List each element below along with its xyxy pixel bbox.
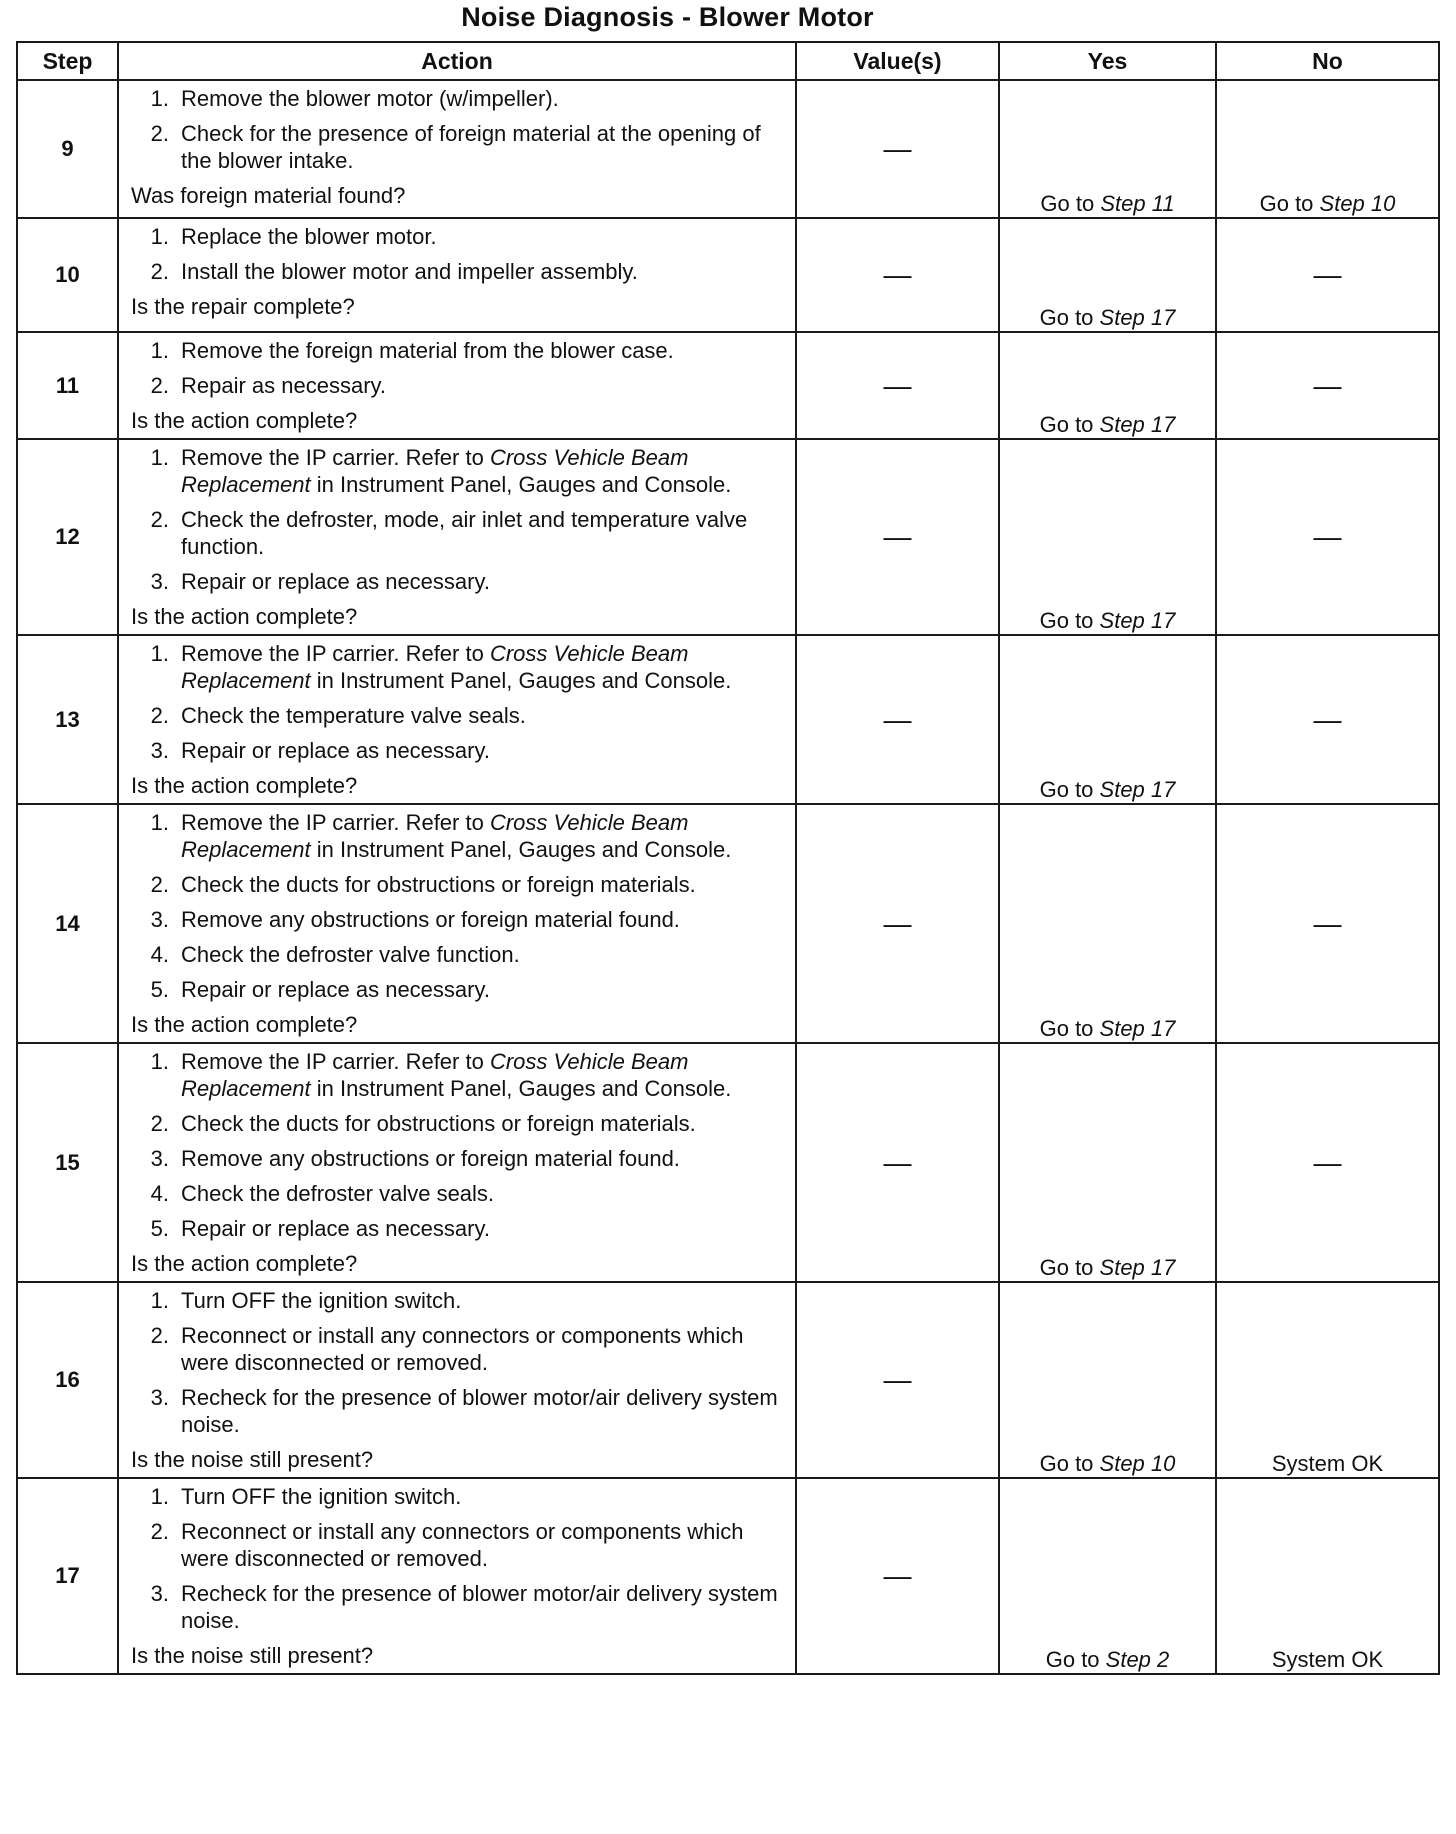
yes-cell [999, 1478, 1216, 1674]
goto-step-link[interactable]: Step 10 [1319, 191, 1396, 216]
step-text-segment: Repair or replace as necessary. [181, 977, 490, 1002]
action-step-number: 3. [150, 569, 169, 594]
action-step-text [181, 941, 520, 968]
action-step-text [181, 906, 680, 933]
value-cell: — [796, 635, 999, 804]
action-question: Is the noise still present? [131, 1643, 374, 1668]
header-step: Step [17, 42, 118, 80]
yes-cell [999, 218, 1216, 332]
action-step [131, 506, 785, 560]
action-step-text [181, 640, 785, 694]
action-step-number: 3. [150, 1146, 169, 1171]
step-text-segment: Replace the blower motor. [181, 224, 437, 249]
action-content [119, 636, 795, 803]
action-step-text [181, 1518, 785, 1572]
goto-step-link[interactable]: Step 17 [1099, 1016, 1176, 1041]
action-cell [118, 804, 796, 1043]
action-steps-list [131, 444, 785, 603]
action-step-text [181, 1145, 680, 1172]
goto-step-link[interactable]: Step 17 [1099, 1255, 1176, 1280]
action-step-number: 2. [150, 1519, 169, 1544]
table-row [17, 439, 1439, 635]
action-steps-list [131, 1287, 785, 1446]
step-text-segment: Reconnect or install any connectors or components which were disconnected or removed. [181, 1519, 744, 1571]
action-step-number: 1. [150, 338, 169, 363]
action-step [131, 1580, 785, 1634]
step-text-segment: Repair or replace as necessary. [181, 738, 490, 763]
action-content [119, 440, 795, 634]
no-cell [1216, 1043, 1439, 1282]
step-text-segment: Recheck for the presence of blower motor/air delivery system noise. [181, 1385, 778, 1437]
action-step [131, 1322, 785, 1376]
table-header-row [17, 42, 1439, 80]
no-result: — [1313, 703, 1342, 735]
action-step [131, 941, 785, 968]
action-step [131, 1483, 785, 1510]
action-step-text [181, 506, 785, 560]
action-step-number: 2. [150, 259, 169, 284]
no-cell [1216, 439, 1439, 635]
step-text-segment: Check the defroster valve seals. [181, 1181, 495, 1206]
action-step-number: 3. [150, 738, 169, 763]
step-text-segment: in Instrument Panel, Gauges and Console. [310, 668, 732, 693]
yes-cell [999, 80, 1216, 218]
action-cell [118, 635, 796, 804]
step-text-segment: Remove any obstructions or foreign material found. [181, 1146, 680, 1171]
goto-step-link[interactable]: Step 17 [1099, 412, 1176, 437]
no-result: — [1313, 521, 1342, 552]
action-step [131, 906, 785, 933]
action-step [131, 702, 785, 729]
action-step-text [181, 1048, 785, 1102]
action-step-text [181, 372, 386, 399]
action-step [131, 223, 785, 250]
action-step-text [181, 1384, 785, 1438]
action-steps-list [131, 85, 785, 182]
step-text-segment: Remove the foreign material from the blower case. [181, 338, 674, 363]
action-step-number: 2. [150, 507, 169, 532]
step-text-segment: Remove the IP carrier. Refer to [181, 641, 490, 666]
action-step-number: 1. [150, 1288, 169, 1313]
no-cell [1216, 1478, 1439, 1674]
no-cell [1216, 635, 1439, 804]
action-step-number: 5. [150, 1216, 169, 1241]
action-question: Is the action complete? [131, 773, 358, 798]
action-step-text [181, 223, 437, 250]
value-cell: — [796, 1043, 999, 1282]
yes-cell [999, 332, 1216, 439]
step-text-segment: in Instrument Panel, Gauges and Console. [310, 837, 732, 862]
step-text-segment: Turn OFF the ignition switch. [181, 1484, 462, 1509]
yes-cell [999, 635, 1216, 804]
no-result: — [1313, 907, 1342, 939]
header-action: Action [118, 42, 796, 80]
action-question: Is the action complete? [131, 408, 358, 433]
diagnosis-table [16, 41, 1440, 1675]
action-step-number: 5. [150, 977, 169, 1002]
action-step [131, 1215, 785, 1242]
action-step [131, 809, 785, 863]
table-row [17, 332, 1439, 439]
action-steps-list [131, 337, 785, 407]
goto-prefix: Go to [1259, 191, 1320, 216]
action-step-number: 1. [150, 641, 169, 666]
action-step [131, 85, 785, 112]
table-row [17, 1478, 1439, 1674]
page-title: Noise Diagnosis - Blower Motor [461, 2, 874, 32]
action-step [131, 120, 785, 174]
action-cell [118, 80, 796, 218]
goto-step-link[interactable]: Step 10 [1099, 1451, 1176, 1476]
action-step-number: 2. [150, 373, 169, 398]
step-number: 10 [17, 218, 118, 332]
action-step [131, 1110, 785, 1137]
action-content [119, 81, 795, 213]
step-text-segment: Remove the IP carrier. Refer to [181, 810, 490, 835]
step-text-segment: Remove the IP carrier. Refer to [181, 445, 490, 470]
action-step-number: 4. [150, 942, 169, 967]
action-step-text [181, 871, 696, 898]
step-number: 15 [17, 1043, 118, 1282]
action-cell [118, 1043, 796, 1282]
document-reference: Cross Vehicle Beam Replacement [181, 641, 689, 693]
action-step [131, 568, 785, 595]
action-step-text [181, 737, 490, 764]
step-text-segment: Recheck for the presence of blower motor/air delivery system noise. [181, 1581, 778, 1633]
header-values: Value(s) [796, 42, 999, 80]
step-text-segment: Repair or replace as necessary. [181, 1216, 490, 1241]
document-reference: Cross Vehicle Beam Replacement [181, 810, 689, 862]
no-cell [1216, 80, 1439, 218]
step-text-segment: Remove any obstructions or foreign material found. [181, 907, 680, 932]
action-step-number: 3. [150, 1581, 169, 1606]
action-step-number: 4. [150, 1181, 169, 1206]
no-cell [1216, 332, 1439, 439]
action-question: Is the action complete? [131, 1251, 358, 1276]
step-number: 11 [17, 332, 118, 439]
step-number: 14 [17, 804, 118, 1043]
action-step-text [181, 809, 785, 863]
action-steps-list [131, 1483, 785, 1642]
step-text-segment: in Instrument Panel, Gauges and Console. [310, 1076, 732, 1101]
table-row [17, 635, 1439, 804]
action-step-number: 2. [150, 1111, 169, 1136]
action-question: Is the repair complete? [131, 294, 355, 319]
step-text-segment: Repair or replace as necessary. [181, 569, 490, 594]
action-content [119, 805, 795, 1042]
goto-prefix: Go to [1039, 777, 1100, 802]
action-step-number: 1. [150, 1049, 169, 1074]
action-content [119, 1044, 795, 1281]
action-step-number: 1. [150, 1484, 169, 1509]
step-text-segment: Remove the IP carrier. Refer to [181, 1049, 490, 1074]
action-steps-list [131, 1048, 785, 1250]
action-step-text [181, 258, 638, 285]
action-step [131, 1384, 785, 1438]
yes-cell [999, 804, 1216, 1043]
action-step [131, 640, 785, 694]
action-step-text [181, 85, 559, 112]
action-step-text [181, 976, 490, 1003]
action-step-number: 3. [150, 907, 169, 932]
action-question: Is the action complete? [131, 604, 358, 629]
action-step [131, 258, 785, 285]
step-text-segment: Check for the presence of foreign material at the opening of the blower intake. [181, 121, 761, 173]
table-row [17, 80, 1439, 218]
action-content [119, 333, 795, 438]
action-step [131, 1048, 785, 1102]
action-cell [118, 332, 796, 439]
action-step-text [181, 120, 785, 174]
action-step-text [181, 1180, 494, 1207]
no-result: — [1313, 369, 1342, 401]
value-cell: — [796, 439, 999, 635]
action-cell [118, 439, 796, 635]
action-cell [118, 1478, 796, 1674]
action-step [131, 1145, 785, 1172]
action-step [131, 1180, 785, 1207]
step-number: 17 [17, 1478, 118, 1674]
action-step-number: 2. [150, 872, 169, 897]
goto-step-link[interactable]: Step 17 [1099, 608, 1176, 633]
value-cell: — [796, 218, 999, 332]
yes-cell [999, 1282, 1216, 1478]
goto-step-link[interactable]: Step 17 [1099, 777, 1176, 802]
no-result: — [1313, 259, 1342, 290]
action-content [119, 1283, 795, 1477]
action-step-text [181, 568, 490, 595]
action-step [131, 337, 785, 364]
action-question: Is the action complete? [131, 1012, 358, 1037]
no-result: — [1313, 1146, 1342, 1178]
document-reference: Cross Vehicle Beam Replacement [181, 445, 689, 497]
goto-prefix: Go to [1045, 1647, 1106, 1672]
action-step [131, 976, 785, 1003]
action-step-number: 1. [150, 224, 169, 249]
step-number: 16 [17, 1282, 118, 1478]
action-step-text [181, 1287, 461, 1314]
yes-cell [999, 1043, 1216, 1282]
no-cell [1216, 804, 1439, 1043]
table-row [17, 218, 1439, 332]
goto-prefix: Go to [1039, 305, 1100, 330]
goto-step-link[interactable]: Step 17 [1099, 305, 1176, 330]
step-text-segment: Repair as necessary. [181, 373, 387, 398]
action-step [131, 1287, 785, 1314]
yes-cell [999, 439, 1216, 635]
action-step-number: 1. [150, 810, 169, 835]
action-question: Was foreign material found? [131, 183, 406, 208]
table-body [17, 80, 1439, 1674]
table-row [17, 804, 1439, 1043]
action-step-number: 2. [150, 121, 169, 146]
goto-prefix: Go to [1039, 412, 1100, 437]
action-step-text [181, 1110, 696, 1137]
goto-prefix: Go to [1039, 1451, 1100, 1476]
action-step-number: 2. [150, 703, 169, 728]
step-text-segment: Check the ducts for obstructions or foreign materials. [181, 872, 696, 897]
no-cell [1216, 1282, 1439, 1478]
no-result: System OK [1271, 1647, 1384, 1672]
step-text-segment: Remove the blower motor (w/impeller). [181, 86, 559, 111]
step-number: 13 [17, 635, 118, 804]
action-step [131, 444, 785, 498]
document-reference: Cross Vehicle Beam Replacement [181, 1049, 689, 1101]
step-text-segment: Check the defroster, mode, air inlet and temperature valve function. [181, 507, 748, 559]
action-step-text [181, 337, 674, 364]
action-step-text [181, 1483, 461, 1510]
goto-prefix: Go to [1040, 191, 1101, 216]
action-step-number: 1. [150, 445, 169, 470]
goto-prefix: Go to [1039, 1016, 1100, 1041]
action-step-number: 1. [150, 86, 169, 111]
action-step-number: 3. [150, 1385, 169, 1410]
action-content [119, 1479, 795, 1673]
action-cell [118, 1282, 796, 1478]
step-text-segment: Install the blower motor and impeller assembly. [181, 259, 638, 284]
action-steps-list [131, 640, 785, 772]
action-step [131, 1518, 785, 1572]
table-row [17, 1043, 1439, 1282]
action-step [131, 871, 785, 898]
step-number: 9 [17, 80, 118, 218]
step-text-segment: Check the temperature valve seals. [181, 703, 526, 728]
step-number: 12 [17, 439, 118, 635]
step-text-segment: Turn OFF the ignition switch. [181, 1288, 462, 1313]
no-cell [1216, 218, 1439, 332]
action-content [119, 219, 795, 324]
goto-step-link[interactable]: Step 11 [1100, 191, 1175, 216]
action-step [131, 372, 785, 399]
action-step-number: 2. [150, 1323, 169, 1348]
step-text-segment: Check the defroster valve function. [181, 942, 520, 967]
step-text-segment: Check the ducts for obstructions or foreign materials. [181, 1111, 696, 1136]
action-step [131, 737, 785, 764]
step-text-segment: in Instrument Panel, Gauges and Console. [310, 472, 732, 497]
header-no: No [1216, 42, 1439, 80]
action-steps-list [131, 809, 785, 1011]
action-steps-list [131, 223, 785, 293]
goto-prefix: Go to [1039, 1255, 1100, 1280]
action-step-text [181, 702, 526, 729]
action-step-text [181, 1215, 490, 1242]
no-result: System OK [1271, 1451, 1384, 1476]
value-cell: — [796, 804, 999, 1043]
header-yes: Yes [999, 42, 1216, 80]
value-cell: — [796, 1478, 999, 1674]
value-cell: — [796, 332, 999, 439]
goto-prefix: Go to [1039, 608, 1100, 633]
action-step-text [181, 444, 785, 498]
table-row [17, 1282, 1439, 1478]
action-cell [118, 218, 796, 332]
action-step-text [181, 1322, 785, 1376]
goto-step-link[interactable]: Step 2 [1105, 1647, 1170, 1672]
action-question: Is the noise still present? [131, 1447, 374, 1472]
value-cell: — [796, 80, 999, 218]
value-cell: — [796, 1282, 999, 1478]
action-step-text [181, 1580, 785, 1634]
step-text-segment: Reconnect or install any connectors or components which were disconnected or removed. [181, 1323, 744, 1375]
